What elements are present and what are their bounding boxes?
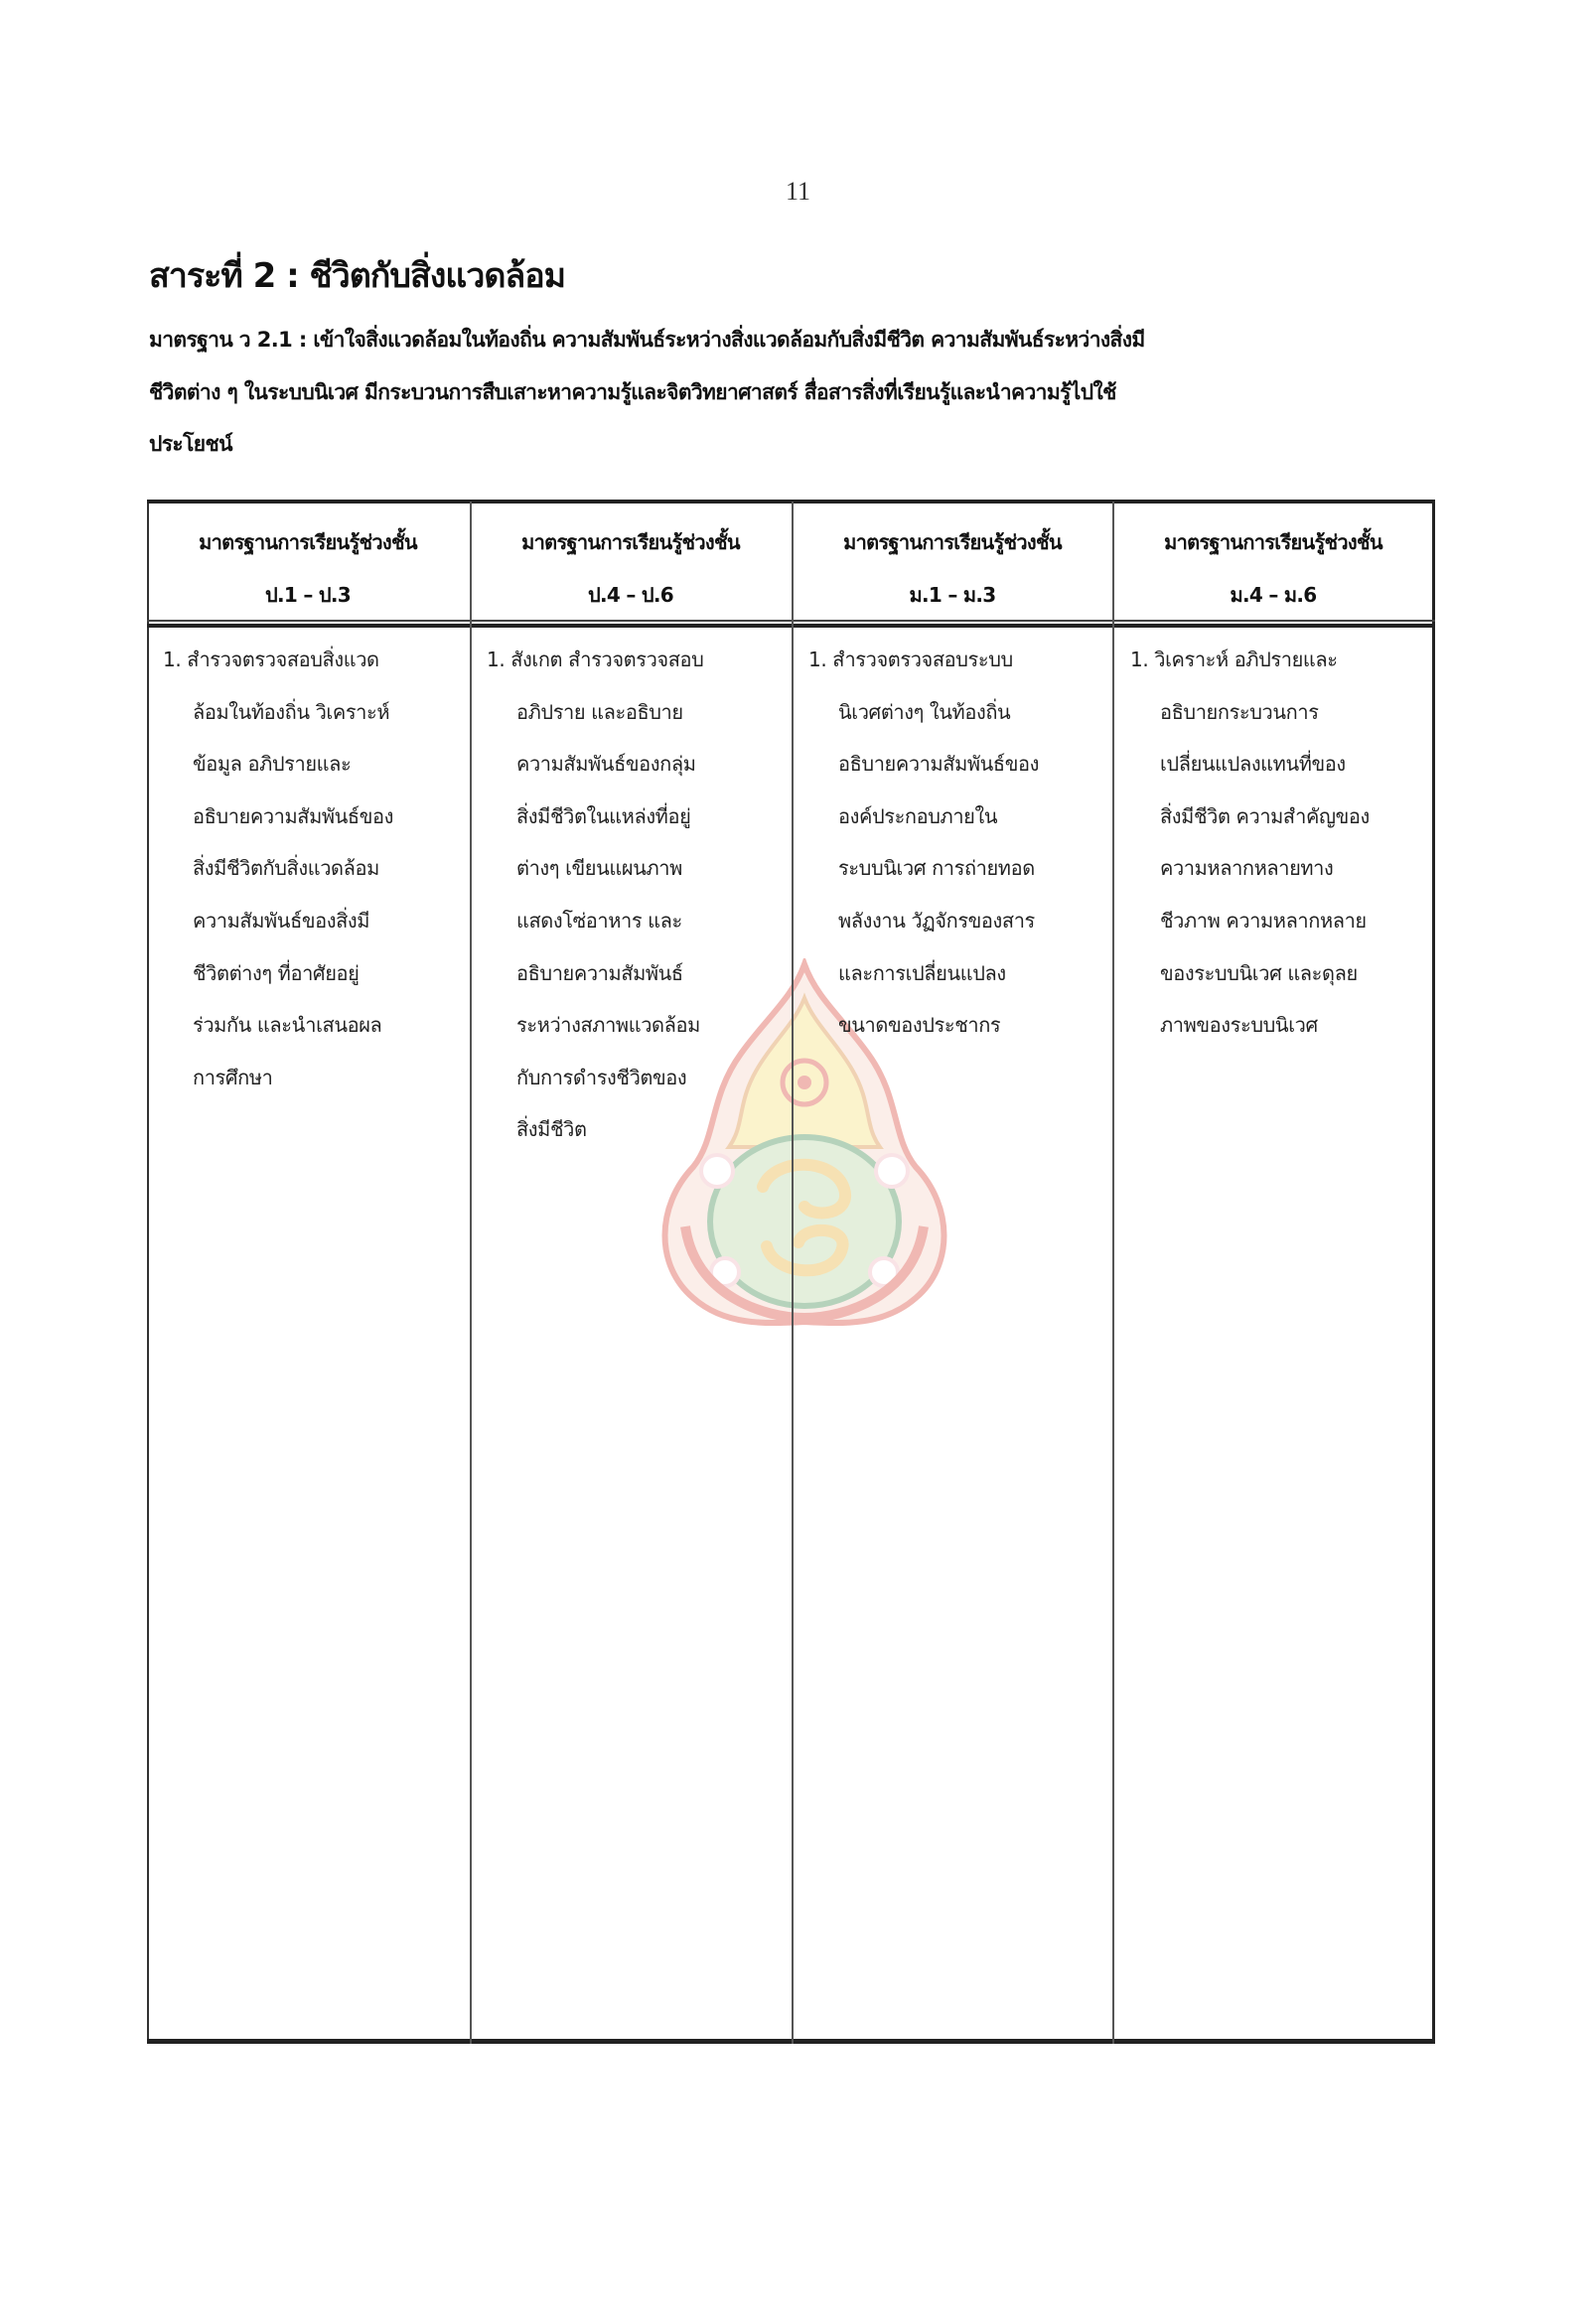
cell-text-line: นิเวศต่างๆ ในท้องถิ่น <box>838 700 1011 724</box>
cell-text-line: สิ่งมีชีวิตในแหล่งที่อยู่ <box>516 804 691 828</box>
cell-text-line: องค์ประกอบภายใน <box>838 804 998 828</box>
cell-text-line: สิ่งมีชีวิต <box>516 1117 587 1141</box>
cell-text-line: ความสัมพันธ์ของสิ่งมี <box>193 909 370 933</box>
header-col-2-line-1: มาตรฐานการเรียนรู้ช่วงชั้น <box>521 530 740 554</box>
cell-text-line: อธิบายความสัมพันธ์ของ <box>838 752 1039 776</box>
standard-line-3: ประโยชน์ <box>149 432 232 456</box>
cell-text-line: 1. สำรวจตรวจสอบสิ่งแวด <box>163 648 379 671</box>
header-col-3-line-1: มาตรฐานการเรียนรู้ช่วงชั้น <box>843 530 1062 554</box>
cell-text-line: เปลี่ยนแปลงแทนที่ของ <box>1160 752 1346 776</box>
cell-text-line: อธิบายกระบวนการ <box>1160 700 1319 724</box>
header-col-1-line-1: มาตรฐานการเรียนรู้ช่วงชั้น <box>199 530 417 554</box>
cell-text-line: แสดงโซ่อาหาร และ <box>516 909 682 933</box>
cell-text-line: ความสัมพันธ์ของกลุ่ม <box>516 752 696 776</box>
header-col-1-line-2: ป.1 – ป.3 <box>264 583 352 607</box>
cell-text-line: อธิบายความสัมพันธ์ของ <box>193 804 393 828</box>
cell-text-line: ชีวภาพ ความหลากหลาย <box>1160 909 1367 933</box>
column-divider-3 <box>1112 502 1114 2044</box>
column-divider-2 <box>792 502 794 2044</box>
standard-line-1: มาตรฐาน ว 2.1 : เข้าใจสิ่งแวดล้อมในท้องถิ่น ความสัมพันธ์ระหว่างสิ่งแวดล้อมกับสิ่งมีชีวิต ความสัมพันธ์ระหว่างสิ่งมี <box>149 328 1145 352</box>
cell-text-line: กับการดำรงชีวิตของ <box>516 1066 687 1089</box>
section-title: สาระที่ 2 : ชีวิตกับสิ่งแวดล้อม <box>149 256 566 296</box>
standard-line-2: ชีวิตต่าง ๆ ในระบบนิเวศ มีกระบวนการสืบเสาะหาความรู้และจิตวิทยาศาสตร์ สื่อสารสิ่งที่เรียนรู้และนำความรู้ไปใช้ <box>149 380 1116 404</box>
cell-text-line: สิ่งมีชีวิต ความสำคัญของ <box>1160 804 1370 828</box>
cell-text-line: ต่างๆ เขียนแผนภาพ <box>516 856 682 880</box>
column-divider-1 <box>470 502 472 2044</box>
cell-text-line: 1. สังเกต สำรวจตรวจสอบ <box>487 648 704 671</box>
header-col-3-line-2: ม.1 – ม.3 <box>909 583 996 607</box>
cell-text-line: การศึกษา <box>193 1066 273 1089</box>
cell-text-line: ขนาดของประชากร <box>838 1013 1001 1037</box>
cell-text-line: และการเปลี่ยนแปลง <box>838 961 1006 985</box>
cell-text-line: ล้อมในท้องถิ่น วิเคราะห์ <box>193 700 390 724</box>
cell-text-line: ชีวิตต่างๆ ที่อาศัยอยู่ <box>193 961 360 985</box>
header-col-4-line-2: ม.4 – ม.6 <box>1230 583 1317 607</box>
cell-text-line: ระบบนิเวศ การถ่ายทอด <box>838 856 1035 880</box>
cell-text-line: ร่วมกัน และนำเสนอผล <box>193 1013 382 1037</box>
cell-text-line: 1. วิเคราะห์ อภิปรายและ <box>1130 648 1338 671</box>
cell-text-line: ข้อมูล อภิปรายและ <box>193 752 352 776</box>
cell-text-line: ความหลากหลายทาง <box>1160 856 1334 880</box>
cell-text-line: ของระบบนิเวศ และดุลย <box>1160 961 1358 985</box>
header-col-4-line-1: มาตรฐานการเรียนรู้ช่วงชั้น <box>1164 530 1382 554</box>
cell-text-line: อธิบายความสัมพันธ์ <box>516 961 683 985</box>
cell-text-line: สิ่งมีชีวิตกับสิ่งแวดล้อม <box>193 856 379 880</box>
cell-text-line: 1. สำรวจตรวจสอบระบบ <box>808 648 1013 671</box>
cell-text-line: ภาพของระบบนิเวศ <box>1160 1013 1318 1037</box>
cell-text-line: พลังงาน วัฏจักรของสาร <box>838 909 1035 933</box>
cell-text-line: ระหว่างสภาพแวดล้อม <box>516 1013 700 1037</box>
cell-text-line: อภิปราย และอธิบาย <box>516 700 683 724</box>
page-number: 11 <box>785 177 811 206</box>
header-col-2-line-2: ป.4 – ป.6 <box>587 583 674 607</box>
